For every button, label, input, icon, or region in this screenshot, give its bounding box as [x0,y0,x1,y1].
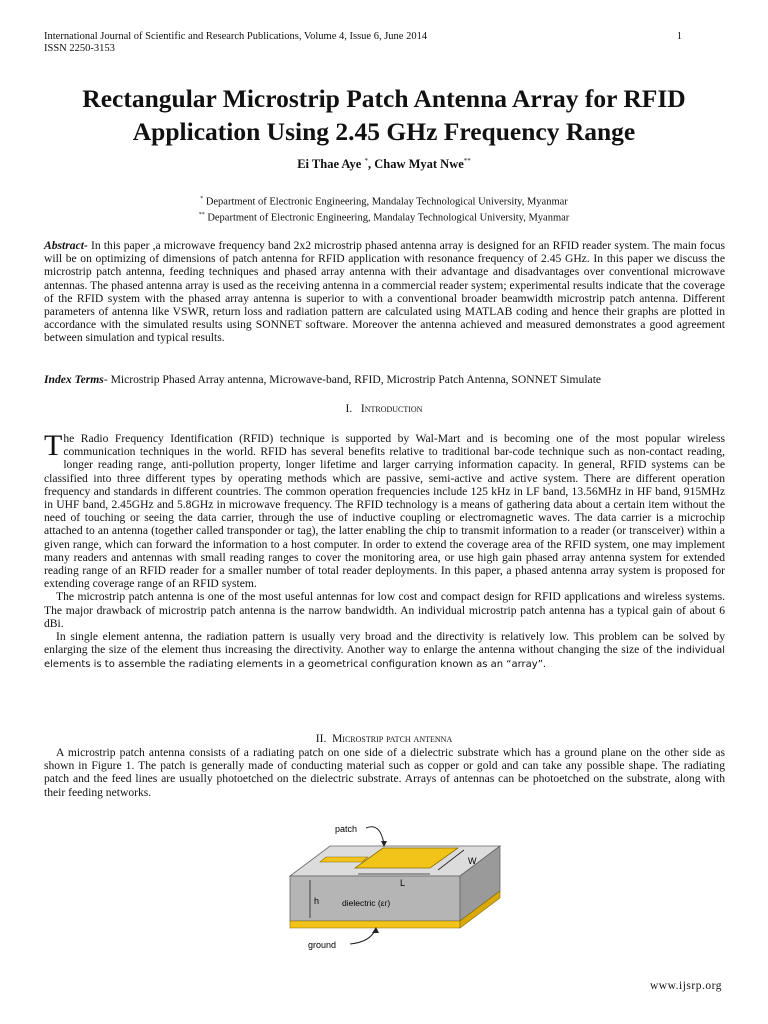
author-list [44,157,724,172]
affiliation-1 [44,193,724,209]
title-line-1: Rectangular Microstrip Patch Antenna Array for RFID [82,84,686,113]
running-header [44,31,427,55]
author-1: Ei Thae Aye [297,157,362,172]
issn: ISSN 2250-3153 [44,43,115,54]
abstract [44,239,725,345]
page-number: 1 [676,31,682,42]
author-separator: , [367,157,375,172]
section-heading-introduction [44,403,724,415]
footer-url[interactable]: www.ijsrp.org [650,980,722,992]
paper-title [44,82,724,148]
label-dielectric: dielectric (εr) [342,898,391,908]
index-terms-text: - Microstrip Phased Array antenna, Microwave-band, RFID, Microstrip Patch Antenna, SONNET Simulate [103,373,602,386]
section-2-title: Microstrip patch antenna [332,733,453,745]
label-length: L [400,878,406,888]
section-heading-microstrip [44,733,724,745]
intro-p3-text: In single element antenna, the radiation pattern is usually very broad and the directivity is relatively low. This problem can be solved by enlarging the size of the element thus increasing the directivity. Another way to enlarge the antenna without changing the size of [44,630,725,657]
label-width: W [468,856,477,866]
journal-name: International Journal of Scientific and Research Publications, Volume 4, Issue 6, June 2014 [44,31,428,42]
introduction-body [44,429,725,672]
section-1-title: Introduction [360,403,423,415]
author-2-mark: ** [463,157,471,165]
intro-paragraph-2: The microstrip patch antenna is one of the most useful antennas for low cost and compact design for RFID applications and wireless systems. The major drawback of microstrip patch antenna is the narrow bandwidth. An individual microstrip patch antenna has a typical gain of about 6 dBi. [44,590,725,630]
affiliation-2-text: Department of Electronic Engineering, Mandalay Technological University, Myanmar [207,212,570,223]
microstrip-paragraph-1: A microstrip patch antenna consists of a radiating patch on one side of a dielectric substrate which has a ground plane on the other side as shown in Figure 1. The patch is generally made of conducting material such as copper or gold and can take any possible shape. The radiating patch and the feed lines are usually photoetched on the dielectric substrate. Arrays of antennas can be photoetched on the substrate, along with their feeding networks. [44,746,725,799]
section-1-numeral: I. [345,403,353,415]
microstrip-body [44,746,725,799]
affiliations [44,193,724,224]
feed-line [320,857,368,862]
ground-arrow [350,930,375,944]
figure-1-microstrip-diagram [280,816,510,956]
index-terms [44,373,725,386]
title-line-2: Application Using 2.45 GHz Frequency Range [132,117,636,146]
affiliation-2 [44,209,724,225]
intro-paragraph-1 [44,429,725,591]
ground-plane-front [290,921,460,928]
label-patch: patch [335,824,358,834]
label-height: h [314,896,320,906]
section-2-numeral: II. [315,733,327,745]
affiliation-1-text: Department of Electronic Engineering, Mandalay Technological University, Myanmar [205,196,568,208]
author-2: Chaw Myat Nwe [374,157,464,172]
affiliation-1-mark: * [200,196,204,202]
intro-p1-text: he Radio Frequency Identification (RFID) technique is supported by Wal-Mart and is becoming one of the most popular wireless communication techniques in the world. RFID has several benefits relative to traditional bar-code technique such as non-contact reading, longer reading range, anti-pollution property, longer lifetime and larger carrying information capacity. In general, RFID systems can be classified into three different types by operating methods which are passive, semi-active and active system. There are different operation frequency and standards in different countries. The common operation frequencies include 125 kHz in LF band, 13.56MHz in HF band, 915MHz in UHF band, 2.45GHz and 5.8GHz in microwave frequency. The RFID technology is a means of gathering data about a certain item without the need of touching or seeing the data carrier, through the use of inductive coupling or electromagnetic waves. The data carrier is a microchip attached to an antenna (together called transponder or tag), the latter enabling the chip to transmit information to a reader (or transceiver) within a given range, which can forward the information to a host computer. In order to extend the coverage area of the RFID system, one may implement many readers and antennas with small reading ranges to cover the monitoring area, or use high gain phased array antenna system for extended reading range of an RFID reader for a smaller number of total reader deployments. In this paper, a phased antenna array system is proposed for extending coverage range of an RFID system. [44,432,725,591]
drop-cap: T [44,429,63,462]
author-1-mark: * [364,157,368,165]
label-ground: ground [308,940,337,950]
affiliation-2-mark: ** [198,211,205,218]
index-terms-label: Index Terms [44,373,104,386]
intro-p3-tail: the individual elements is to assemble the radiating elements in a geometrical configuration known as an “array”. [44,645,725,671]
abstract-text: In this paper ,a microwave frequency band 2x2 microstrip phased antenna array is designed for an RFID reader system. The main focus will be on optimizing of dimensions of patch antenna for RFID application with resonance frequency of 2.45 GHz. In this paper we discuss the microstrip patch antenna, feeding techniques and phased array antenna with their advantage and disadvantages over conventional microwave antennas. The phased antenna array is used as the receiving antenna in a commercial reader system; experimental results indicate that the coverage of the RFID system with the phased array antenna is superior to with a conventional broader beamwidth microstrip patch antenna. Different parameters of antenna like VSWR, return loss and radiation pattern are calculated using MATLAB coding and hence their graphs are plotted in accordance with the simulated results using SONNET software. Moreover the antenna achieved and measured demonstrates a good agreement between simulation and typical results. [44,239,725,345]
intro-paragraph-3 [44,630,725,672]
abstract-label: Abstract- [44,239,88,252]
